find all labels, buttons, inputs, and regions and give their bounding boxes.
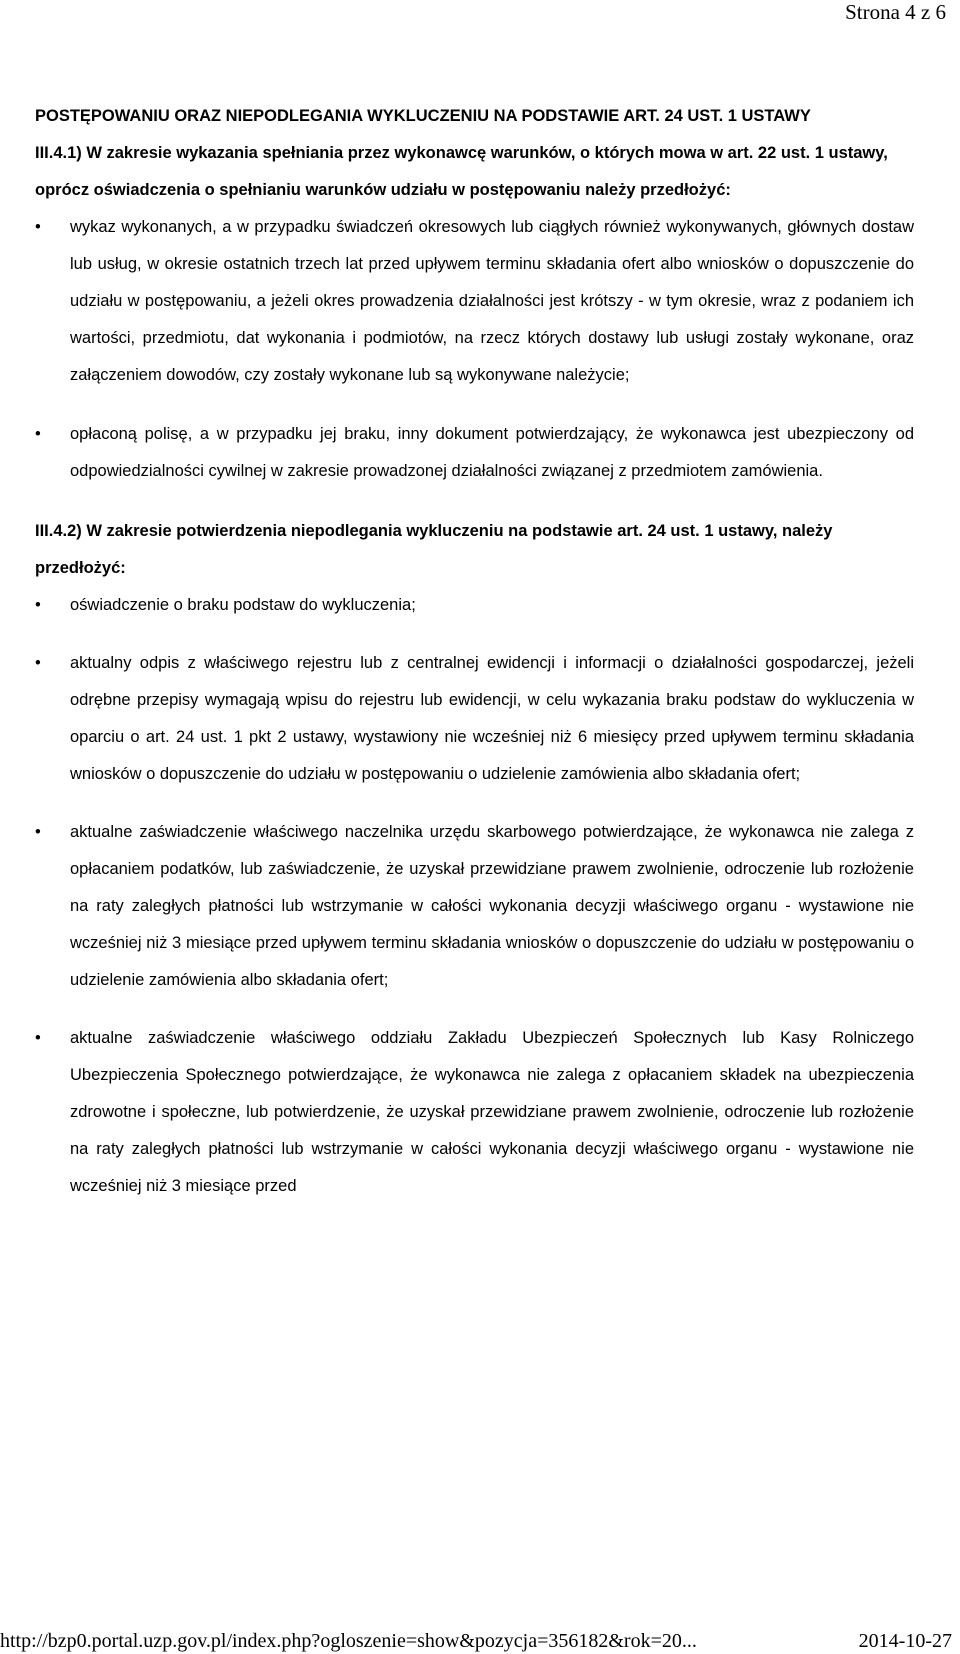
section-title: POSTĘPOWANIU ORAZ NIEPODLEGANIA WYKLUCZENIU NA PODSTAWIE ART. 24 UST. 1 USTAWY — [35, 107, 811, 125]
section-3-4-1-heading: III.4.1) W zakresie wykazania spełniania przez wykonawcę warunków, o których mowa w art. 22 ust. 1 ustawy, oprócz oświadczenia o spełnianiu warunków udziału w postępowaniu należy przedłożyć: — [35, 144, 888, 199]
footer-url: http://bzp0.portal.uzp.gov.pl/index.php?ogloszenie=show&pozycja=356182&rok=20... — [0, 1630, 697, 1652]
section-3-4-1-list — [35, 209, 914, 490]
document-body — [35, 98, 914, 1205]
section-3-4-2-heading: III.4.2) W zakresie potwierdzenia niepodlegania wykluczeniu na podstawie art. 24 ust. 1 ustawy, należy przedłożyć: — [35, 522, 833, 577]
list-item: • aktualny odpis z właściwego rejestru lub z centralnej ewidencji i informacji o działalności gospodarczej, jeżeli odrębne przepisy wymagają wpisu do rejestru lub ewidencji, w celu wykazania braku podstaw do wykluczenia w oparciu o art. 24 ust. 1 pkt 2 ustawy, wystawiony nie wcześniej niż 6 miesięcy przed upływem terminu składania wniosków o dopuszczenie do udziału w postępowaniu o udzielenie zamówienia albo składania ofert; — [35, 645, 914, 793]
page-footer — [0, 1628, 952, 1654]
page-indicator: Strona 4 z 6 — [845, 0, 946, 24]
list-item: • wykaz wykonanych, a w przypadku świadczeń okresowych lub ciągłych również wykonywanych, głównych dostaw lub usług, w okresie ostatnich trzech lat przed upływem terminu składania ofert albo wniosków o dopuszczenie do udziału w postępowaniu, a jeżeli okres prowadzenia działalności jest krótszy - w tym okresie, wraz z podaniem ich wartości, przedmiotu, dat wykonania i podmiotów, na rzecz których dostawy lub usługi zostały wykonane, oraz załączeniem dowodów, czy zostały wykonane lub są wykonywane należycie; — [35, 209, 914, 394]
list-item: • opłaconą polisę, a w przypadku jej braku, inny dokument potwierdzający, że wykonawca jest ubezpieczony od odpowiedzialności cywilnej w zakresie prowadzonej działalności związanej z przedmiotem zamówienia. — [35, 416, 914, 490]
list-item: • aktualne zaświadczenie właściwego oddziału Zakładu Ubezpieczeń Społecznych lub Kasy Rolniczego Ubezpieczenia Społecznego potwierdzające, że wykonawca nie zalega z opłacaniem składek na ubezpieczenia zdrowotne i społeczne, lub potwierdzenie, że uzyskał przewidziane prawem zwolnienie, odroczenie lub rozłożenie na raty zaległych płatności lub wstrzymanie w całości wykonania decyzji właściwego organu - wystawione nie wcześniej niż 3 miesiące przed — [35, 1020, 914, 1205]
list-item: • aktualne zaświadczenie właściwego naczelnika urzędu skarbowego potwierdzające, że wykonawca nie zalega z opłacaniem podatków, lub zaświadczenie, że uzyskał przewidziane prawem zwolnienie, odroczenie lub rozłożenie na raty zaległych płatności lub wstrzymanie w całości wykonania decyzji właściwego organu - wystawione nie wcześniej niż 3 miesiące przed upływem terminu składania wniosków o dopuszczenie do udziału w postępowaniu o udzielenie zamówienia albo składania ofert; — [35, 814, 914, 999]
list-item: • oświadczenie o braku podstaw do wykluczenia; — [35, 587, 914, 624]
section-3-4-2-list — [35, 587, 914, 1205]
footer-date: 2014-10-27 — [858, 1630, 952, 1652]
